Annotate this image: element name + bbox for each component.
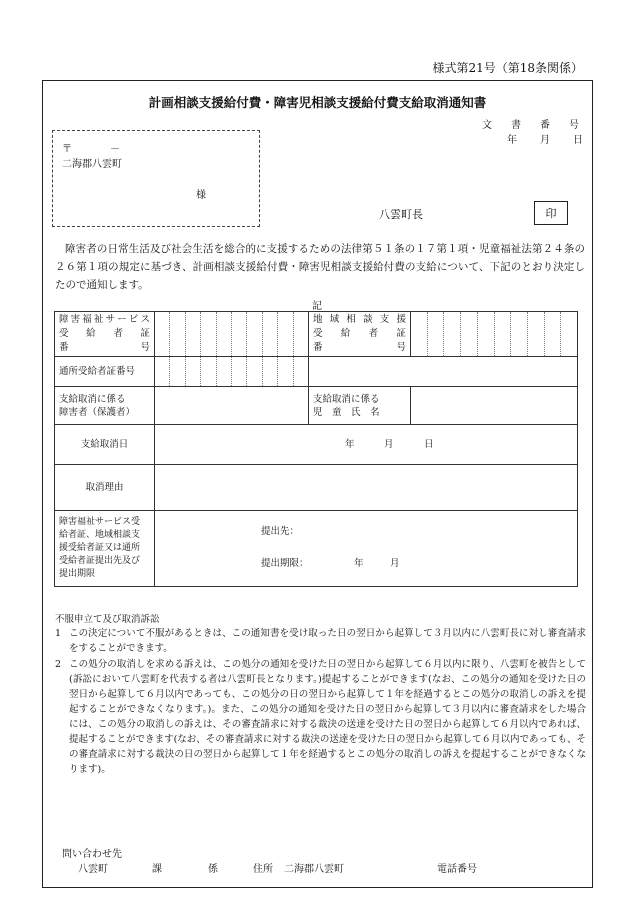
date-year: 年 <box>507 135 517 146</box>
label-line: 援受給者証又は通所 <box>59 543 141 553</box>
label-line: 地域相談支援 <box>313 314 406 325</box>
label-line: 支給取消に係る <box>313 393 380 405</box>
item-number: 1 <box>55 628 62 639</box>
contact-phone-label: 電話番号 <box>437 864 477 875</box>
label-line: 提出期限 <box>59 569 96 579</box>
reason-value[interactable] <box>155 465 578 511</box>
cert-number-digits[interactable] <box>155 312 309 357</box>
contact-heading: 問い合わせ先 <box>62 849 122 860</box>
page-title: 計画相談支援給付費・障害児相談支援給付費支給取消通知書 <box>148 95 487 110</box>
date-fields <box>159 438 573 452</box>
community-cert-number-label <box>309 312 411 357</box>
digit-boxes <box>155 357 308 386</box>
table-row <box>55 357 578 387</box>
cert-number-label <box>55 312 155 357</box>
tsusho-number-digits[interactable] <box>155 357 309 387</box>
table-row <box>55 312 578 357</box>
child-value[interactable] <box>411 387 578 425</box>
form-number: 様式第21号（第18条関係） <box>432 61 583 75</box>
tsusho-number-label: 通所受給者証番号 <box>55 357 155 387</box>
item-number: 2 <box>55 659 62 670</box>
label-line: 受給者証提出先及び <box>59 556 141 566</box>
doc-number-char: 番 <box>540 120 550 131</box>
cancel-date-label: 支給取消日 <box>55 425 155 465</box>
date-day: 日 <box>424 438 434 450</box>
seal-box: 印 <box>534 201 568 225</box>
submit-value[interactable] <box>155 511 578 587</box>
label-line: 番 号 <box>313 342 406 353</box>
community-cert-number-digits[interactable] <box>411 312 578 357</box>
intro-paragraph: 障害者の日常生活及び社会生活を総合的に支援するための法律第５１条の１７第１項・児童福祉法第２４条の２６第１項の規定に基づき、計画相談支援給付費・障害児相談支援給付費の支給について、下記のとおり決定したので通知します。 <box>55 243 585 291</box>
label-line: 障害福祉サービス <box>59 314 150 325</box>
contact-kakari: 係 <box>208 864 218 875</box>
reason-label: 取消理由 <box>55 465 155 511</box>
blank-cell <box>309 357 578 387</box>
contact-address-label: 住所 <box>253 864 273 875</box>
submit-label <box>55 511 155 587</box>
recipient-address: 二海郡八雲町 <box>62 159 122 170</box>
label-line: 受 給 者 証 <box>313 328 406 339</box>
ki-heading: 記 <box>312 301 322 312</box>
digit-boxes <box>155 312 308 356</box>
deadline-year: 年 <box>354 557 364 569</box>
item-text: この決定について不服があるときは、この通知書を受け取った日の翌日から起算して３月以内に八雲町長に対し審査請求をすることができます。 <box>69 628 586 654</box>
label-line: 支給取消に係る <box>59 393 126 405</box>
date-month: 月 <box>540 135 550 146</box>
doc-number-char: 号 <box>569 120 579 131</box>
doc-number-char: 文 <box>482 120 492 131</box>
contact-town: 八雲町 <box>78 864 108 875</box>
item-text: この処分の取消しを求める訴えは、この処分の通知を受けた日の翌日から起算して６月以内に限り、八雲町を被告として(訴訟において八雲町を代表する者は八雲町長となります。)提起することができます(なお、この処分の通知を受けた日の翌日から起算して６月以内であっても、この処分の日の翌日から起算して１年を経過するとこの処分の取消しの訴えを提起することができなくなります。)。また、この処分の通知を受けた日の翌日から起算して３月以内に審査請求をした場合には、この処分の取消しの訴えは、その審査請求に対する裁決の送達を受けた日の翌日から起算して６月以内であれば、提起することができます(なお、その審査請求に対する裁決の送達を受けた日の翌日から起算して６月以内であっても、その審査請求に対する裁決の日の翌日から起算して１年を経過するとこの処分の取消しの訴えを提起することができなくなります)。 <box>69 659 586 775</box>
postal-dash: － <box>110 144 120 155</box>
submit-destination-label: 提出先： <box>261 525 300 537</box>
label-line: 給者証、地域相談支 <box>59 530 141 540</box>
contact-address: 二海郡八雲町 <box>284 864 344 875</box>
table-row <box>55 387 578 425</box>
child-label <box>309 387 411 425</box>
submit-deadline-label: 提出期限： <box>261 557 309 569</box>
submit-fields <box>159 519 573 579</box>
date-day: 日 <box>573 135 583 146</box>
table-row <box>55 465 578 511</box>
label-line: 障害福祉サービス受 <box>59 517 141 527</box>
deadline-month: 月 <box>390 557 400 569</box>
digit-boxes <box>411 312 577 356</box>
label-line: 番 号 <box>59 342 150 353</box>
label-line: 児 童 氏 名 <box>313 406 380 418</box>
issuer-name: 八雲町長 <box>379 208 423 221</box>
label-line: 受 給 者 証 <box>59 328 150 339</box>
contact-ka: 課 <box>152 864 162 875</box>
recipient-honorific: 様 <box>196 190 206 201</box>
postal-mark: 〒 <box>62 144 72 155</box>
appeal-item <box>55 626 586 656</box>
label-line: 障害者（保護者） <box>59 406 136 418</box>
address-box <box>52 130 260 227</box>
date-year: 年 <box>345 438 355 450</box>
appeal-item <box>55 657 586 777</box>
table-row <box>55 511 578 587</box>
notice-table <box>54 311 578 587</box>
date-month: 月 <box>384 438 394 450</box>
cancel-date-value[interactable] <box>155 425 578 465</box>
person-label <box>55 387 155 425</box>
appeal-heading: 不服申立て及び取消訴訟 <box>55 614 160 625</box>
doc-number-char: 書 <box>511 120 521 131</box>
person-value[interactable] <box>155 387 309 425</box>
table-row <box>55 425 578 465</box>
